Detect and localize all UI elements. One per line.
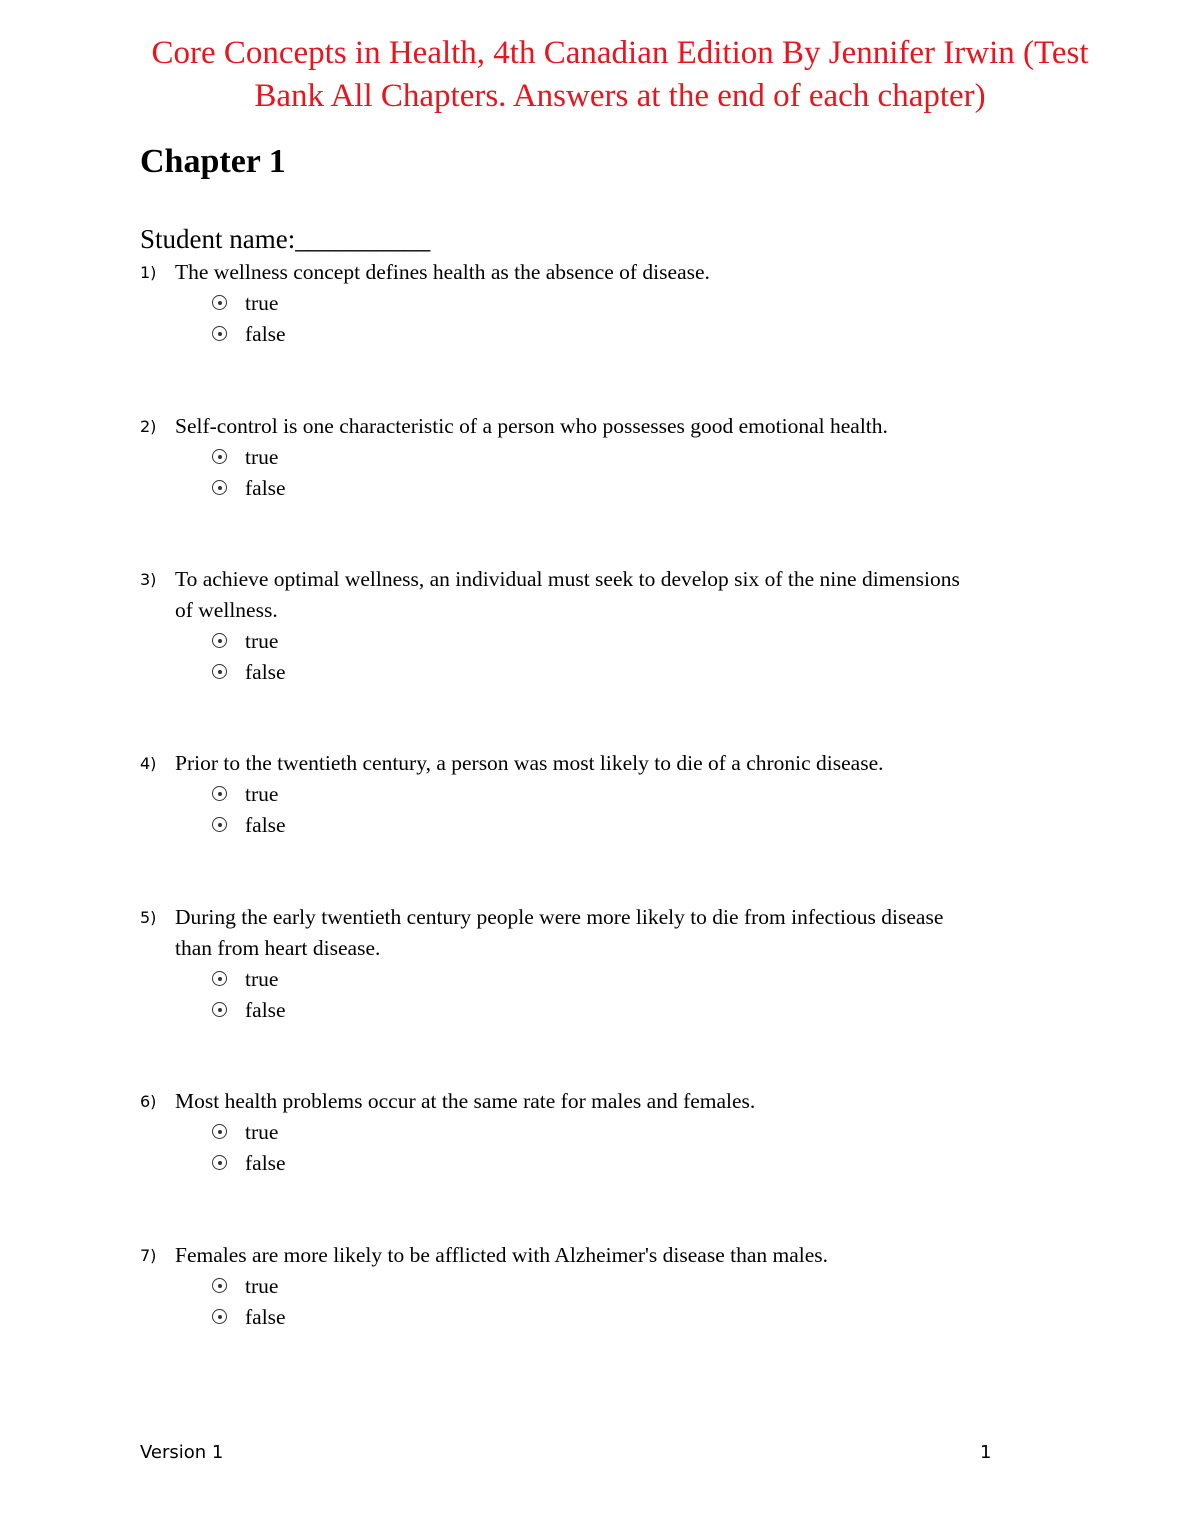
question-number: 2) — [140, 417, 157, 436]
option-false[interactable] — [140, 473, 1040, 504]
radio-button-icon[interactable] — [212, 480, 227, 495]
option-label: true — [245, 445, 279, 469]
option-true[interactable] — [140, 442, 1040, 473]
option-false[interactable] — [140, 319, 1040, 350]
question-number: 1) — [140, 263, 157, 282]
question-3 — [140, 564, 1040, 688]
answer-options — [140, 442, 1040, 504]
question-text: Self-control is one characteristic of a person who possesses good emotional health. — [175, 414, 888, 438]
radio-button-icon[interactable] — [212, 326, 227, 341]
question-text-continued: of wellness. — [175, 598, 278, 622]
option-false[interactable] — [140, 657, 1040, 688]
option-false[interactable] — [140, 995, 1040, 1026]
question-text: The wellness concept defines health as the absence of disease. — [175, 260, 710, 284]
option-label: false — [245, 998, 286, 1022]
header-line-1: Core Concepts in Health, 4th Canadian Edition By Jennifer Irwin (Test — [151, 35, 1089, 71]
radio-button-icon[interactable] — [212, 817, 227, 832]
radio-button-icon[interactable] — [212, 1309, 227, 1324]
option-label: true — [245, 1274, 279, 1298]
answer-options — [140, 1271, 1040, 1333]
radio-button-icon[interactable] — [212, 786, 227, 801]
question-text-continued: than from heart disease. — [175, 936, 381, 960]
answer-options — [140, 964, 1040, 1026]
question-6 — [140, 1086, 1040, 1179]
option-true[interactable] — [140, 626, 1040, 657]
option-label: false — [245, 813, 286, 837]
document-header — [100, 32, 1140, 118]
option-label: false — [245, 322, 286, 346]
option-label: true — [245, 782, 279, 806]
option-label: true — [245, 967, 279, 991]
option-label: true — [245, 1120, 279, 1144]
answer-options — [140, 288, 1040, 350]
radio-button-icon[interactable] — [212, 664, 227, 679]
question-number: 7) — [140, 1246, 157, 1265]
question-text: Prior to the twentieth century, a person was most likely to die of a chronic disease. — [175, 751, 884, 775]
answer-options — [140, 779, 1040, 841]
radio-button-icon[interactable] — [212, 1155, 227, 1170]
question-2 — [140, 411, 1040, 504]
radio-button-icon[interactable] — [212, 1002, 227, 1017]
question-4 — [140, 748, 1040, 841]
footer-version: Version 1 — [140, 1442, 224, 1463]
option-true[interactable] — [140, 1117, 1040, 1148]
option-label: true — [245, 629, 279, 653]
option-false[interactable] — [140, 810, 1040, 841]
answer-options — [140, 1117, 1040, 1179]
answer-options — [140, 626, 1040, 688]
question-number: 3) — [140, 570, 157, 589]
radio-button-icon[interactable] — [212, 1278, 227, 1293]
question-number: 5) — [140, 908, 157, 927]
chapter-title: Chapter 1 — [140, 143, 286, 180]
option-false[interactable] — [140, 1148, 1040, 1179]
radio-button-icon[interactable] — [212, 971, 227, 986]
option-true[interactable] — [140, 1271, 1040, 1302]
header-line-2: Bank All Chapters. Answers at the end of each chapter) — [254, 78, 986, 114]
radio-button-icon[interactable] — [212, 1124, 227, 1139]
radio-button-icon[interactable] — [212, 449, 227, 464]
question-number: 4) — [140, 754, 157, 773]
option-label: false — [245, 1151, 286, 1175]
option-true[interactable] — [140, 779, 1040, 810]
option-label: false — [245, 1305, 286, 1329]
option-true[interactable] — [140, 288, 1040, 319]
question-text: To achieve optimal wellness, an individual must seek to develop six of the nine dimensions — [175, 567, 960, 591]
option-label: true — [245, 291, 279, 315]
option-false[interactable] — [140, 1302, 1040, 1333]
question-text: Most health problems occur at the same rate for males and females. — [175, 1089, 756, 1113]
option-label: false — [245, 476, 286, 500]
question-5 — [140, 902, 1040, 1026]
option-label: false — [245, 660, 286, 684]
radio-button-icon[interactable] — [212, 295, 227, 310]
option-true[interactable] — [140, 964, 1040, 995]
student-name-label: Student name:__________ — [140, 224, 431, 254]
radio-button-icon[interactable] — [212, 633, 227, 648]
question-text: Females are more likely to be afflicted with Alzheimer's disease than males. — [175, 1243, 829, 1267]
question-1 — [140, 257, 1040, 350]
question-text: During the early twentieth century people were more likely to die from infectious disease — [175, 905, 944, 929]
question-7 — [140, 1240, 1040, 1333]
question-number: 6) — [140, 1092, 157, 1111]
footer-page-number: 1 — [980, 1442, 992, 1463]
